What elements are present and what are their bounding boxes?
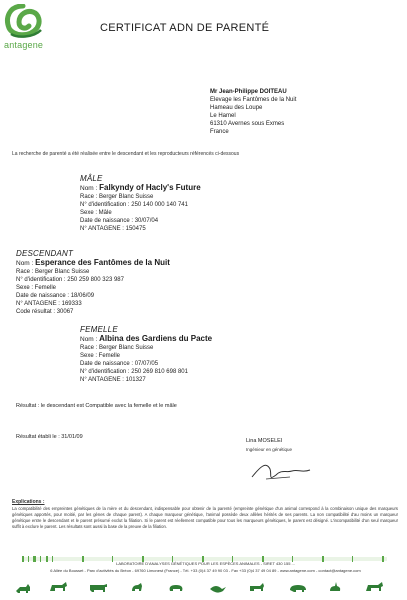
breeder-line: Elevage les Fantômes de la Nuit xyxy=(210,97,297,103)
male-section xyxy=(80,174,201,233)
explanations-body: La compatibilité des empreintes génétiques de la mère et du descendant, indispensable pour obtenir de la parenté (empreinte génétique d'un animal correspond à la combinaison unique des marqueurs génétiques apportés, pour moitié, par les gènes de chaque parent). A chaque marqueur génétique, l'animal possède deux allèles hérités de ses parents. La non compatibilité d'au moins un marqueur génétique entre le descendant et le parent présumé exclut la filiation. Si le parent est réellement compatible pour tous les marqueurs génétiques, le parent est désigné. L'incompatibilité d'un seul marqueur suffit à exclure le parent. Les résultats sont aussi la base de la preuve de la filiation. xyxy=(12,506,398,529)
certificate-title: CERTIFICAT ADN DE PARENTÉ xyxy=(100,22,270,34)
logo-swoosh-icon xyxy=(3,4,43,38)
female-antagene: N° ANTAGENE : 101327 xyxy=(80,377,146,383)
breeder-address xyxy=(210,88,296,136)
female-section xyxy=(80,325,212,384)
female-name-line xyxy=(80,334,212,344)
sheep-icon xyxy=(170,585,183,591)
cow-icon xyxy=(90,584,107,592)
breeder-line: Hameau des Loupe xyxy=(210,105,263,111)
rabbit-icon xyxy=(330,582,340,591)
descendant-antagene: N° ANTAGENE : 169333 xyxy=(16,301,82,307)
footer-address-line: 6 Allée du Bousset - Parc d'activités du Bréon - 69760 Limonest (France) - Tél. +33 (0)4 37 49 90 03 - Fax +33 (0)4 37 49 04 89 - www.antagene.com - contact@antagene.com xyxy=(50,568,361,573)
female-race: Race : Berger Blanc Suisse xyxy=(80,345,154,351)
male-title: MÂLE xyxy=(80,174,103,183)
result-text: Résultat : le descendant est Compatible avec la femelle et le mâle xyxy=(16,403,177,409)
footer-lab-line: LABORATOIRE D'ANALYSES GÉNÉTIQUES POUR LES ESPÈCES ANIMALES - SIRET 430 155 ... xyxy=(116,561,295,566)
male-name-line xyxy=(80,183,201,193)
female-name: Albina des Gardiens du Pacte xyxy=(99,334,213,343)
male-sex: Sexe : Mâle xyxy=(80,210,112,216)
male-race: Race : Berger Blanc Suisse xyxy=(80,194,154,200)
female-id: N° d'identification : 250 269 810 698 801 xyxy=(80,369,188,375)
signature-block xyxy=(246,438,326,490)
female-name-prefix: Nom : xyxy=(80,336,98,343)
female-sex: Sexe : Femelle xyxy=(80,353,121,359)
bird-icon xyxy=(210,586,226,593)
descendant-birth: Date de naissance : 18/06/09 xyxy=(16,293,95,299)
goat-icon xyxy=(250,583,264,591)
female-title: FEMELLE xyxy=(80,325,118,334)
explanations-title: Explications : xyxy=(12,499,45,505)
horse-icon xyxy=(50,582,67,591)
male-name: Falkyndy of Hacly's Future xyxy=(99,183,201,192)
animal-silhouettes-strip xyxy=(10,581,400,595)
descendant-sex: Sexe : Femelle xyxy=(16,285,57,291)
intro-text: La recherche de parenté a été réalisée entre le descendant et les reproducteurs référencés ci-dessous xyxy=(12,151,240,157)
descendant-code: Code résultat : 30067 xyxy=(16,309,74,315)
descendant-title: DESCENDANT xyxy=(16,249,74,258)
descendant-name: Esperance des Fantômes de la Nuit xyxy=(35,258,170,267)
breeder-line: 61310 Avernes sous Exmes xyxy=(210,121,285,127)
issued-date: Résultat établi le : 31/01/09 xyxy=(16,434,83,440)
signatory-name: Lina MOSELEI xyxy=(246,438,283,444)
descendant-name-prefix: Nom : xyxy=(16,260,34,267)
signatory-role: Ingénieur en génétique xyxy=(246,446,293,452)
female-birth: Date de naissance : 07/07/05 xyxy=(80,361,159,367)
descendant-name-line xyxy=(16,258,170,268)
descendant-race: Race : Berger Blanc Suisse xyxy=(16,269,90,275)
pig-icon xyxy=(290,585,306,592)
descendant-id: N° d'identification : 250 259 800 323 987 xyxy=(16,277,124,283)
male-antagene: N° ANTAGENE : 150475 xyxy=(80,226,146,232)
male-birth: Date de naissance : 30/07/04 xyxy=(80,218,159,224)
breeder-line: France xyxy=(210,129,229,135)
male-id: N° d'identification : 250 140 000 140 741 xyxy=(80,202,188,208)
logo-text: antagene xyxy=(4,40,44,50)
signature-scribble-icon xyxy=(246,457,316,485)
breeder-line: Le Hamel xyxy=(210,113,236,119)
breeder-name: Mr Jean-Philippe DOITEAU xyxy=(210,89,287,95)
horse-2-icon xyxy=(366,582,383,591)
cat-icon xyxy=(132,583,142,591)
explanations-block xyxy=(12,499,398,530)
descendant-section xyxy=(16,249,170,316)
dog-icon xyxy=(16,584,30,593)
antagene-logo xyxy=(0,0,50,50)
male-name-prefix: Nom : xyxy=(80,185,98,192)
